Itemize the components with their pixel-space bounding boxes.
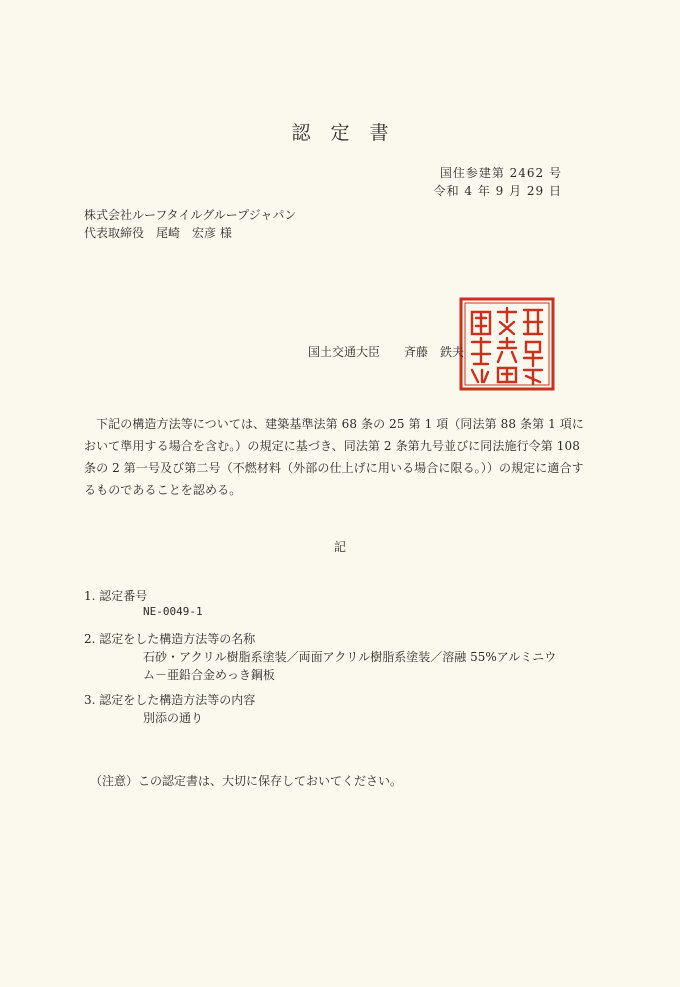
recipient-company: 株式会社ルーフタイルグループジャパン [84,208,297,222]
recipient-person: 代表取締役 尾崎 宏彦 様 [84,226,232,240]
official-seal-icon [458,296,556,392]
item-3-heading: 3. 認定をした構造方法等の内容 [84,693,256,707]
item-3-value: 別添の通り [143,711,204,725]
certification-statement: 下記の構造方法等については、建築基準法第 68 条の 25 第 1 項（同法第 88 条第 1 項において準用する場合を含む。）の規定に基づき、同法第 2 条第九号並びに同法施行令第 108 条の 2 第一号及び第二号（不燃材料（外部の仕上げに用いる場合に限る。））の規定に適合するものであることを認める。 [84,417,584,497]
item-1-heading: 1. 認定番号 [84,589,148,603]
item-2-heading: 2. 認定をした構造方法等の名称 [84,632,256,646]
reference-number: 国住参建第 2462 号 [439,166,562,180]
ki-heading: 記 [334,540,347,554]
item-2-value-line-1: 石砂・アクリル樹脂系塗装／両面アクリル樹脂系塗装／溶融 55%アルミニウ [143,650,557,664]
item-2-value-line-2: ム－亜鉛合金めっき鋼板 [143,668,275,682]
care-note: （注意）この認定書は、大切に保存しておいてください。 [90,774,403,788]
issuer-title: 国土交通大臣 [308,345,381,359]
item-1-value: NE-0049-1 [143,605,203,618]
issue-date: 令和 4 年 9 月 29 日 [433,184,562,198]
issuer-name: 斉藤 鉄夫 [404,345,465,359]
document-title: 認定書 [291,122,409,144]
